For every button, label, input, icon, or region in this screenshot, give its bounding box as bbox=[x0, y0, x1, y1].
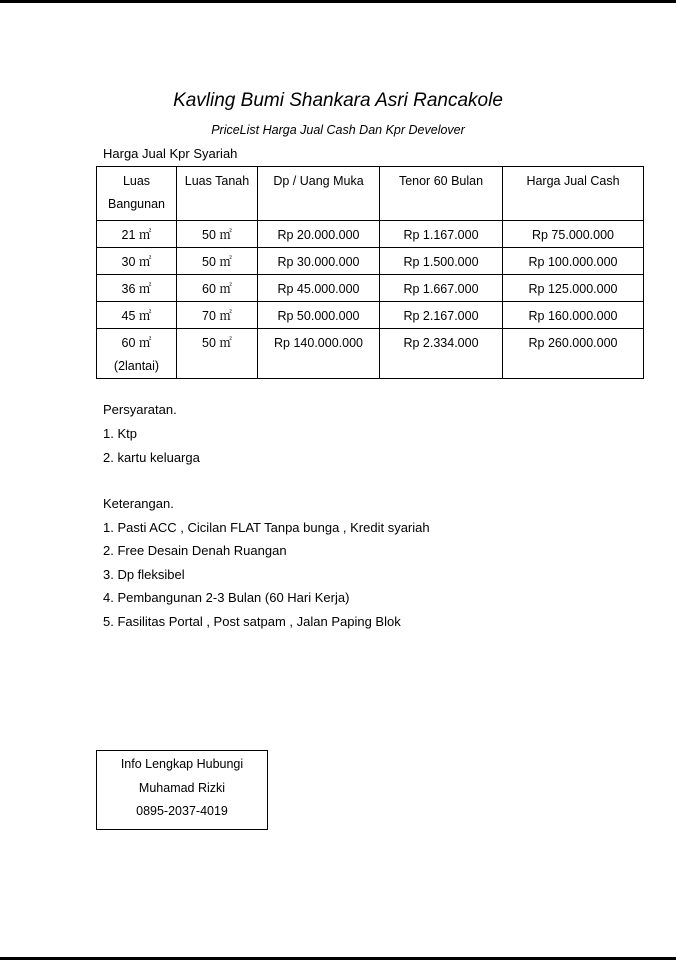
table-row bbox=[97, 302, 644, 329]
cell-harga-cash: Rp 75.000.000 bbox=[503, 221, 644, 248]
cell-dp: Rp 20.000.000 bbox=[258, 221, 380, 248]
cell-tenor: Rp 1.167.000 bbox=[380, 221, 503, 248]
header-luas-tanah: Luas Tanah bbox=[177, 167, 258, 221]
header-harga-cash: Harga Jual Cash bbox=[503, 167, 644, 221]
cell-luas-bangunan: 45 ㎡ bbox=[97, 302, 177, 329]
header-dp: Dp / Uang Muka bbox=[258, 167, 380, 221]
top-border bbox=[0, 0, 676, 3]
cell-luas-tanah: 50 ㎡ bbox=[177, 221, 258, 248]
cell-luas-bangunan: 21 ㎡ bbox=[97, 221, 177, 248]
table-row bbox=[97, 221, 644, 248]
cell-luas-bangunan: 60 ㎡ (2lantai) bbox=[97, 329, 177, 379]
page-title: Kavling Bumi Shankara Asri Rancakole bbox=[173, 90, 503, 111]
persyaratan-title: Persyaratan. bbox=[103, 402, 177, 417]
header-tenor: Tenor 60 Bulan bbox=[380, 167, 503, 221]
cell-harga-cash: Rp 100.000.000 bbox=[503, 248, 644, 275]
keterangan-item: 4. Pembangunan 2-3 Bulan (60 Hari Kerja) bbox=[103, 590, 350, 605]
contact-name: Muhamad Rizki bbox=[138, 780, 226, 795]
cell-tenor: Rp 2.334.000 bbox=[380, 329, 503, 379]
cell-dp: Rp 50.000.000 bbox=[258, 302, 380, 329]
cell-luas-tanah: 50 ㎡ bbox=[177, 248, 258, 275]
cell-harga-cash: Rp 160.000.000 bbox=[503, 302, 644, 329]
keterangan-item: 1. Pasti ACC , Cicilan FLAT Tanpa bunga , Kredit syariah bbox=[103, 520, 430, 535]
cell-dp: Rp 140.000.000 bbox=[258, 329, 380, 379]
table-caption: Harga Jual Kpr Syariah bbox=[103, 146, 238, 161]
cell-dp: Rp 45.000.000 bbox=[258, 275, 380, 302]
cell-tenor: Rp 2.167.000 bbox=[380, 302, 503, 329]
cell-luas-bangunan: 30 ㎡ bbox=[97, 248, 177, 275]
table-header-row bbox=[97, 167, 644, 221]
contact-phone: 0895-2037-4019 bbox=[136, 804, 228, 818]
cell-luas-tanah: 60 ㎡ bbox=[177, 275, 258, 302]
persyaratan-item: 2. kartu keluarga bbox=[103, 450, 200, 465]
cell-harga-cash: Rp 125.000.000 bbox=[503, 275, 644, 302]
keterangan-item: 2. Free Desain Denah Ruangan bbox=[103, 543, 287, 558]
cell-luas-bangunan: 36 ㎡ bbox=[97, 275, 177, 302]
keterangan-item: 3. Dp fleksibel bbox=[103, 567, 185, 582]
table-row bbox=[97, 275, 644, 302]
page-subtitle: PriceList Harga Jual Cash Dan Kpr Develover bbox=[211, 123, 465, 137]
keterangan-item: 5. Fasilitas Portal , Post satpam , Jalan Paping Blok bbox=[103, 614, 401, 629]
table-row bbox=[97, 329, 644, 379]
table-row bbox=[97, 248, 644, 275]
cell-luas-tanah: 70 ㎡ bbox=[177, 302, 258, 329]
header-luas-bangunan: Luas Bangunan bbox=[97, 167, 177, 221]
cell-luas-tanah: 50 ㎡ bbox=[177, 329, 258, 379]
cell-harga-cash: Rp 260.000.000 bbox=[503, 329, 644, 379]
cell-tenor: Rp 1.667.000 bbox=[380, 275, 503, 302]
contact-heading: Info Lengkap Hubungi bbox=[120, 757, 244, 771]
persyaratan-item: 1. Ktp bbox=[103, 426, 137, 441]
price-table bbox=[96, 166, 644, 379]
contact-box bbox=[96, 750, 268, 830]
cell-tenor: Rp 1.500.000 bbox=[380, 248, 503, 275]
cell-dp: Rp 30.000.000 bbox=[258, 248, 380, 275]
keterangan-title: Keterangan. bbox=[103, 496, 174, 511]
